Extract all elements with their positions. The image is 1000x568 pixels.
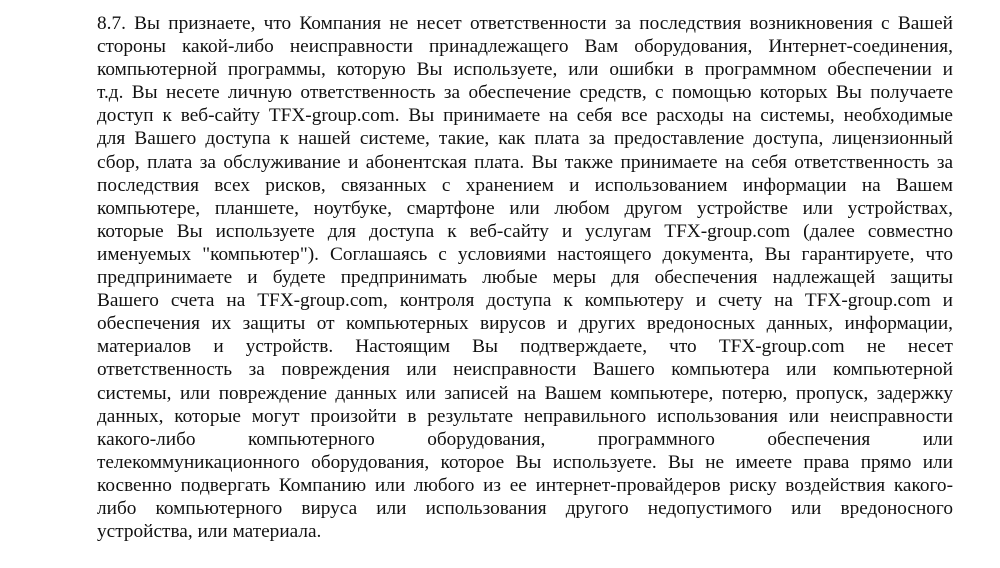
text-line: материалов и устройств. Настоящим Вы подтверждаете, что TFX-group.com не несет (97, 336, 953, 358)
text-line: предпринимаете и будете предпринимать любые меры для обеспечения надлежащей защиты (97, 267, 953, 289)
text-line: косвенно подвергать Компанию или любого из ее интернет-провайдеров риску воздействия какого- (97, 474, 953, 496)
text-line: сбор, плата за обслуживание и абонентская плата. Вы также принимаете на себя ответственность за (97, 151, 953, 173)
text-line: данных, которые могут произойти в результате неправильного использования или неисправности (97, 405, 953, 427)
text-line: компьютерной программы, которую Вы используете, или ошибки в программном обеспечении и (97, 59, 953, 81)
text-line: либо компьютерного вируса или использования другого недопустимого или вредоносного (97, 497, 953, 519)
text-line: которые Вы используете для доступа к веб-сайту и услугам TFX-group.com (далее совместно (97, 220, 953, 242)
text-line: последствия всех рисков, связанных с хранением и использованием информации на Вашем (97, 174, 953, 196)
text-line: компьютере, планшете, ноутбуке, смартфоне или любом другом устройстве или устройствах, (97, 197, 953, 219)
text-line: стороны какой-либо неисправности принадлежащего Вам оборудования, Интернет-соединения, (97, 36, 953, 58)
text-line: обеспечения их защиты от компьютерных вирусов и других вредоносных данных, информации, (97, 313, 953, 335)
text-line: системы, или повреждение данных или записей на Вашем компьютере, потерю, пропуск, задержку (97, 382, 953, 404)
text-line: ответственность за повреждения или неисправности Вашего компьютера или компьютерной (97, 359, 953, 381)
document-text (97, 12, 953, 543)
text-line: для Вашего доступа к нашей системе, такие, как плата за предоставление доступа, лицензионный (97, 128, 953, 150)
text-line: именуемых "компьютер"). Соглашаясь с условиями настоящего документа, Вы гарантируете, что (97, 243, 953, 265)
text-line: т.д. Вы несете личную ответственность за обеспечение средств, с помощью которых Вы получаете (97, 82, 953, 104)
text-line: 8.7. Вы признаете, что Компания не несет ответственности за последствия возникновения с Вашей (97, 13, 953, 34)
text-line: Вашего счета на TFX-group.com, контроля доступа к компьютеру и счету на TFX-group.com и (97, 290, 953, 312)
text-line: телекоммуникационного оборудования, которое Вы используете. Вы не имеете права прямо или (97, 451, 953, 473)
text-line: доступ к веб-сайту TFX-group.com. Вы принимаете на себя все расходы на системы, необходимые (97, 105, 953, 127)
text-line: какого-либо компьютерного оборудования, программного обеспечения или (97, 428, 953, 450)
text-line: устройства, или материала. (97, 521, 322, 543)
